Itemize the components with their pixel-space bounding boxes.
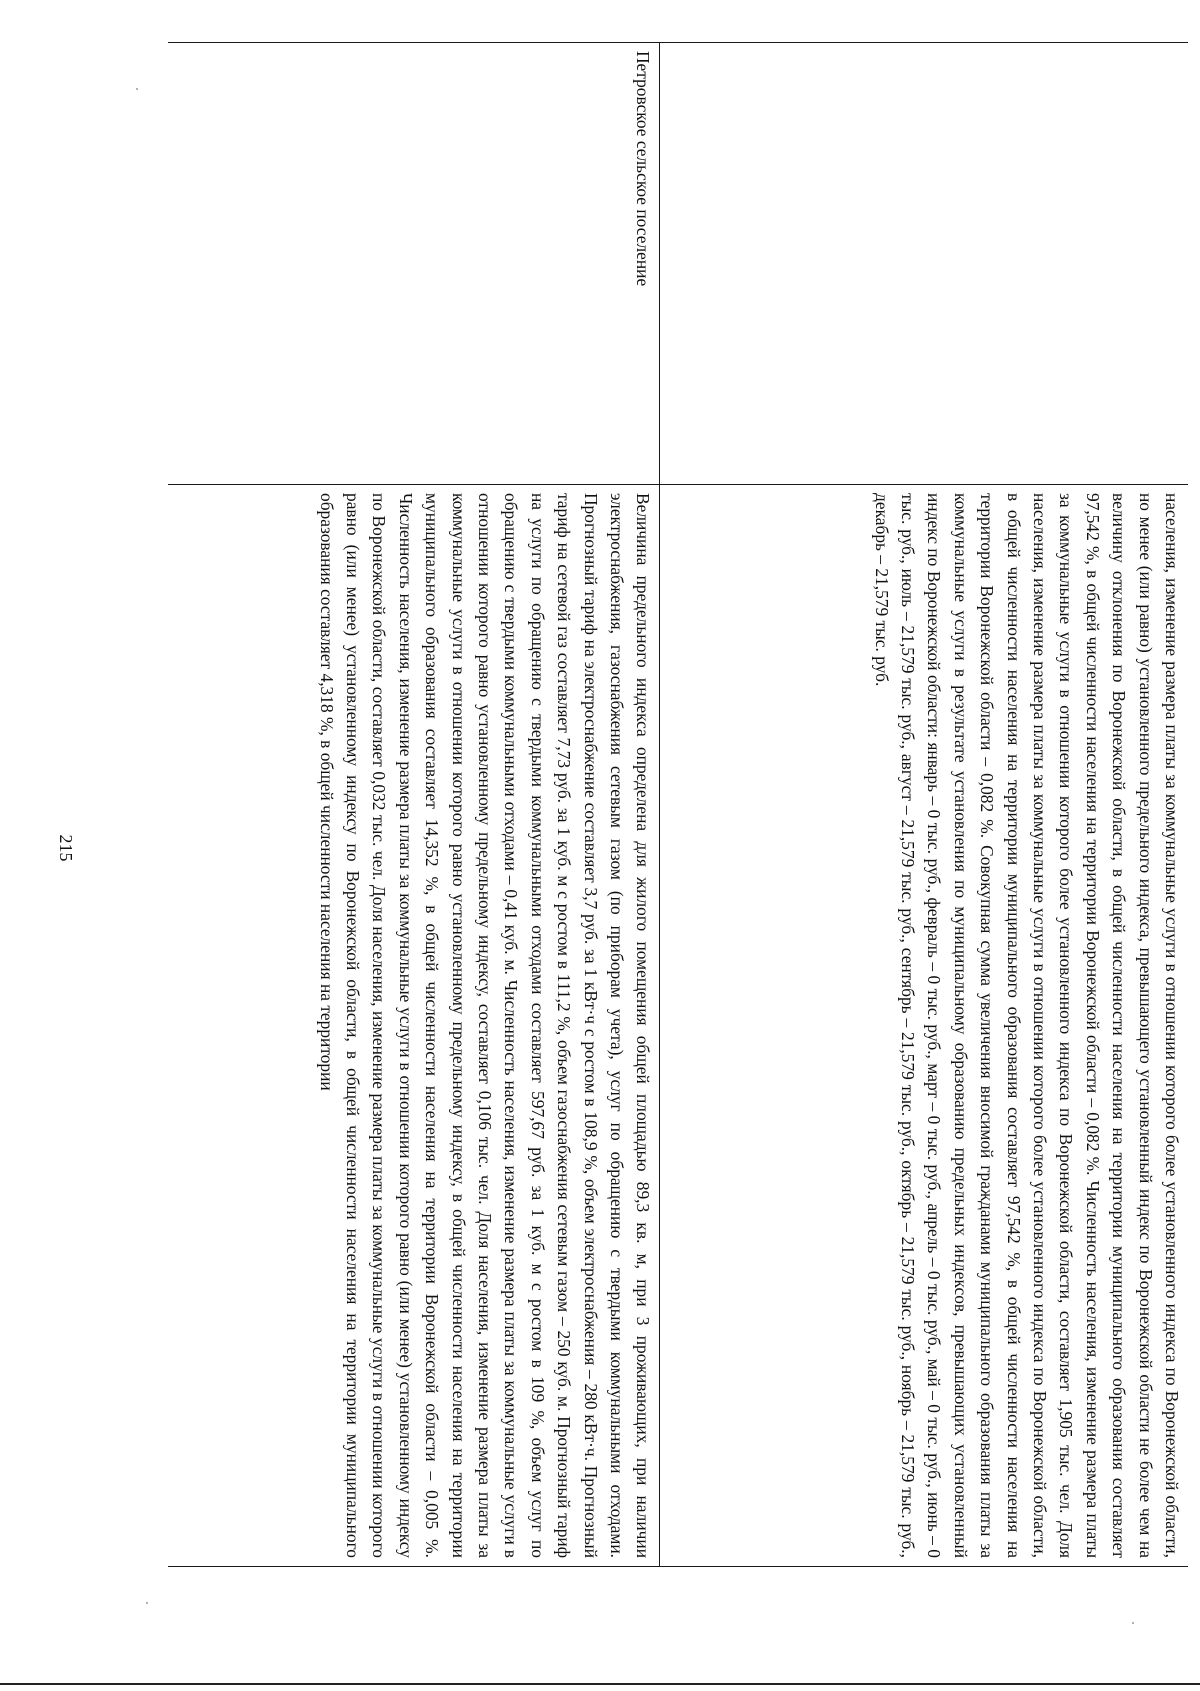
scan-speck bbox=[1132, 1622, 1134, 1624]
municipality-name-cell bbox=[660, 43, 1188, 485]
table-row bbox=[660, 43, 1188, 1567]
municipal-index-table-wrapper bbox=[168, 42, 1188, 1567]
municipality-name-cell: Петровское сельское поселение bbox=[168, 43, 660, 485]
page-number: 215 bbox=[56, 834, 76, 862]
scan-speck bbox=[146, 1602, 148, 1604]
municipal-index-table bbox=[168, 42, 1188, 1567]
scan-speck bbox=[136, 88, 138, 90]
index-description-cell: Величина предельного индекса определена для жилого помещения общей площадью 89,3 кв. м, при 3 проживающих, при наличии электроснабжения, газоснабжения сетевым газом (по приборам учета), услуг по обращению с твердыми коммунальными отходами. Прогнозный тариф на электроснабжение составляет 3,7 руб. за 1 кВт·ч с ростом в 108,9 %, объем электроснабжения – 280 кВт·ч. Прогнозный тариф на сетевой газ составляет 7,73 руб. за 1 куб. м с ростом в 111,2 %, объем газоснабжения сетевым газом – 250 куб. м. Прогнозный тариф на услуги по обращению с твердыми коммунальными отходами составляет 597,67 руб. за 1 куб. м с ростом в 109 %, объем услуг по обращению с твердыми коммунальными отходами – 0,41 куб. м. Численность населения, изменение размера платы за коммунальные услуги в отношении которого равно установленному предельному индексу, составляет 0,106 тыс. чел. Доля населения, изменение размера платы за коммунальные услуги в отношении которого равно установленному предельному индексу, в общей численности населения на территории муниципального образования составляет 14,352 %, в общей численности населения на территории Воронежской области – 0,005 %. Численность населения, изменение размера платы за коммунальные услуги в отношении которого равно (или менее) установленному индексу по Воронежской области, составляет 0,032 тыс. чел. Доля населения, изменение размера платы за коммунальные услуги в отношении которого равно (или менее) установленному индексу по Воронежской области, в общей численности населения на территории муниципального образования составляет 4,318 %, в общей численности населения на территории bbox=[168, 485, 660, 1567]
bottom-rule bbox=[0, 1683, 1200, 1685]
table-row bbox=[168, 43, 660, 1567]
index-description-cell: населения, изменение размера платы за коммунальные услуги в отношении которого более установленного индекса по Воронежской области, но менее (или равно) установленного предельного индекса, превышающего установленный индекс по Воронежской области не более чем на величину отклонения по Воронежской области, в общей численности населения на территории муниципального образования составляет 97,542 %, в общей численности населения на территории Воронежской области – 0,082 %. Численность населения, изменение размера платы за коммунальные услуги в отношении которого более установленного индекса по Воронежской области, составляет 1,905 тыс. чел. Доля населения, изменение размера платы за коммунальные услуги в отношении которого более установленного индекса по Воронежской области, в общей численности населения на территории муниципального образования составляет 97,542 %, в общей численности населения на территории Воронежской области – 0,082 %. Совокупная сумма увеличения вносимой гражданами муниципального образования платы за коммунальные услуги в результате установления по муниципальному образованию предельных индексов, превышающих установленный индекс по Воронежской области: январь – 0 тыс. руб., февраль – 0 тыс. руб., март – 0 тыс. руб., апрель – 0 тыс. руб., май – 0 тыс. руб., июнь – 0 тыс. руб., июль – 21,579 тыс. руб., август – 21,579 тыс. руб., сентябрь – 21,579 тыс. руб., октябрь – 21,579 тыс. руб., ноябрь – 21,579 тыс. руб., декабрь – 21,579 тыс. руб. bbox=[660, 485, 1188, 1567]
